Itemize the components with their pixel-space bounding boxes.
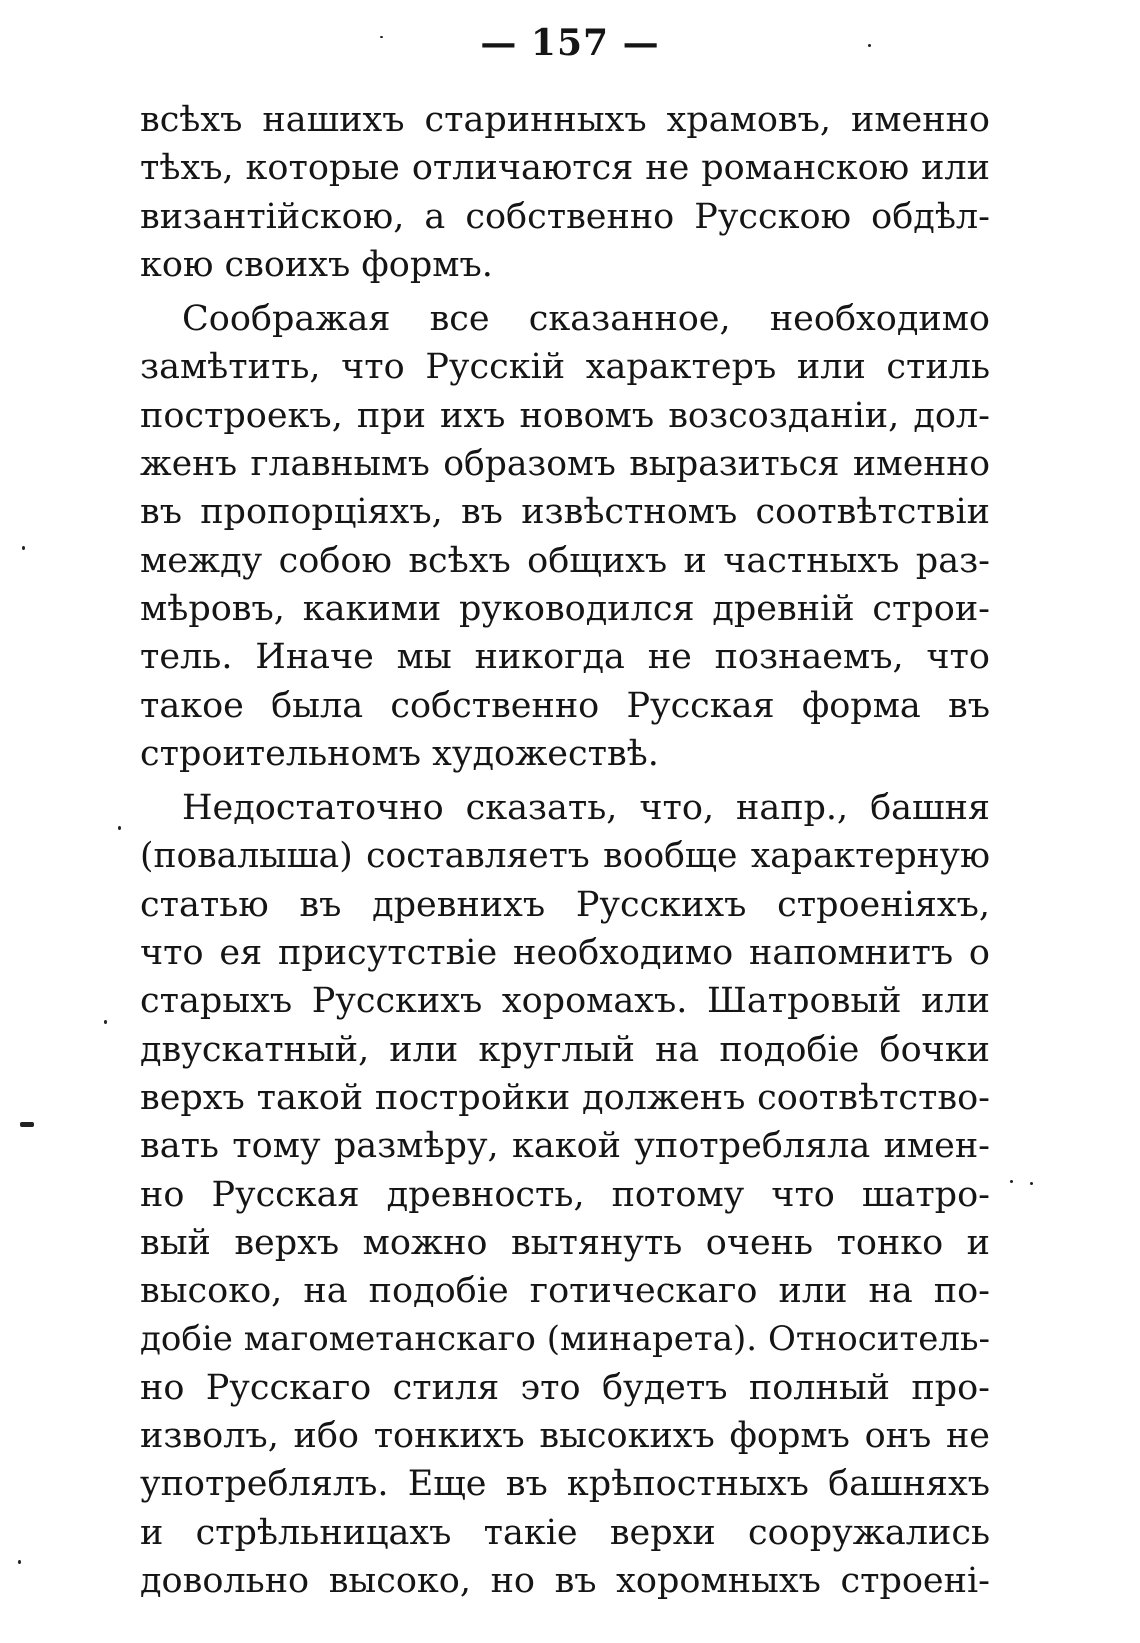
text-line: Соображая все сказанное, необходимо (182, 299, 990, 340)
scan-speck (22, 546, 25, 550)
text-line: верхъ такой постройки долженъ соотвѣтство- (140, 1077, 990, 1118)
text-line: статью въ древнихъ Русскихъ строеніяхъ, (140, 884, 990, 925)
text-line: мѣровъ, какими руководился древній строи- (140, 588, 990, 629)
text-line: старыхъ Русскихъ хоромахъ. Шатровый или (140, 981, 990, 1022)
text-line: тель. Иначе мы никогда не познаемъ, что (140, 637, 990, 678)
scan-speck (104, 1020, 107, 1024)
page-number: — 157 — (480, 22, 660, 64)
scan-speck (1010, 1180, 1013, 1183)
text-line: между собою всѣхъ общихъ и частныхъ раз- (140, 540, 990, 581)
text-line: (повалыша) составляетъ вообще характерную (140, 836, 990, 877)
scan-speck (18, 1560, 21, 1564)
text-line: строительномъ художествѣ. (140, 733, 659, 774)
paragraph-3 (140, 784, 990, 1605)
text-line: тѣхъ, которые отличаются не романскою или (140, 148, 990, 189)
text-line: двускатный, или круглый на подобіе бочки (140, 1029, 990, 1070)
text-line: кою своихъ формъ. (140, 244, 493, 285)
text-line: такое была собственно Русская форма въ (140, 685, 990, 726)
text-line: употреблялъ. Еще въ крѣпостныхъ башняхъ (140, 1464, 990, 1505)
text-line: въ пропорціяхъ, въ извѣстномъ соотвѣтствіи (140, 492, 990, 533)
text-line: византійскою, а собственно Русскою обдѣл- (140, 196, 990, 237)
text-line: вать тому размѣру, какой употребляла имен- (140, 1126, 990, 1167)
text-line: но Русская древность, потому что шатро- (140, 1174, 990, 1215)
scan-speck (20, 1122, 34, 1127)
text-line: вый верхъ можно вытянуть очень тонко и (140, 1222, 990, 1263)
scan-speck (118, 826, 121, 830)
text-line: замѣтить, что Русскій характеръ или стиль (140, 347, 990, 388)
text-line: всѣхъ нашихъ старинныхъ храмовъ, именно (140, 100, 990, 140)
scan-speck (1030, 1182, 1033, 1185)
text-line: женъ главнымъ образомъ выразиться именно (140, 444, 990, 485)
scan-speck (380, 36, 383, 38)
text-line: что ея присутствіе необходимо напомнитъ о (140, 933, 990, 974)
text-line: добіе магометанскаго (минарета). Относитель- (140, 1319, 990, 1360)
text-line: изволъ, ибо тонкихъ высокихъ формъ онъ не (140, 1416, 990, 1457)
body-text (140, 96, 990, 1605)
text-line: и стрѣльницахъ такіе верхи сооружались (140, 1512, 990, 1553)
text-line: Недостаточно сказать, что, напр., башня (182, 788, 990, 829)
text-line: довольно высоко, но въ хоромныхъ строені- (140, 1560, 990, 1601)
paragraph-2 (140, 295, 990, 778)
text-line: высоко, на подобіе готическаго или на по- (140, 1271, 990, 1312)
text-line: построекъ, при ихъ новомъ возсозданіи, дол- (140, 395, 990, 436)
scan-speck (868, 44, 871, 47)
paragraph-1 (140, 96, 990, 289)
text-line: но Русскаго стиля это будетъ полный про- (140, 1367, 990, 1408)
